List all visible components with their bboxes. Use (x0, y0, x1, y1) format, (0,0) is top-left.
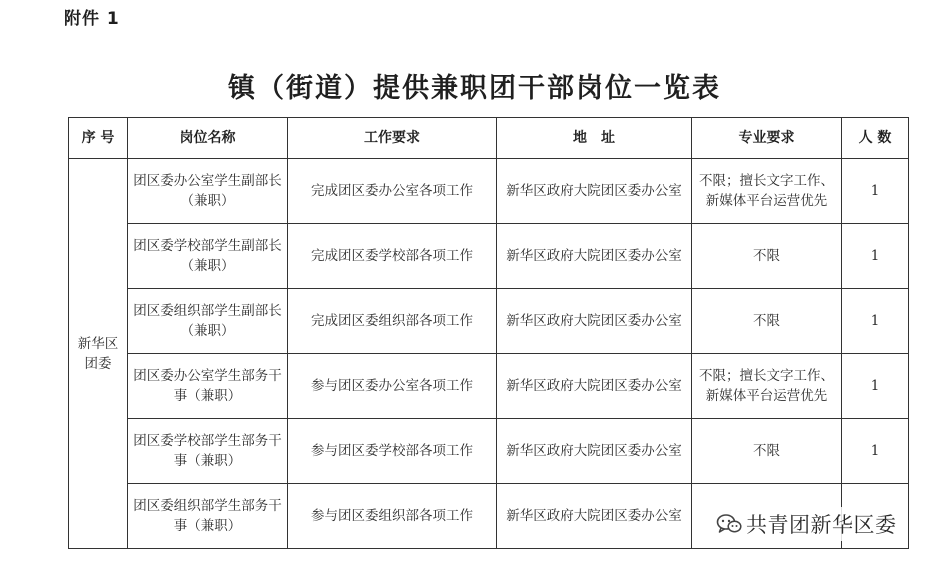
duty-cell: 参与团区委学校部各项工作 (288, 419, 497, 484)
major-cell: 不限 (692, 419, 842, 484)
major-cell: 不限 (692, 289, 842, 354)
document-title: 镇（街道）提供兼职团干部岗位一览表 (228, 73, 721, 104)
table-header-row (69, 118, 909, 159)
duty-cell: 完成团区委办公室各项工作 (288, 159, 497, 224)
count-cell: 1 (842, 224, 909, 289)
account-watermark (712, 507, 903, 541)
count-cell: 1 (842, 354, 909, 419)
address-cell: 新华区政府大院团区委办公室 (497, 159, 692, 224)
major-cell: 不限 (692, 224, 842, 289)
post-cell: 团区委组织部学生部务干事（兼职） (128, 484, 288, 549)
header-index: 序 号 (69, 118, 128, 159)
post-cell: 团区委学校部学生部务干事（兼职） (128, 419, 288, 484)
header-address: 地 址 (497, 118, 692, 159)
unit-name: 新华区团委 (77, 335, 119, 372)
address-cell: 新华区政府大院团区委办公室 (497, 484, 692, 549)
post-cell: 团区委学校部学生副部长（兼职） (128, 224, 288, 289)
duty-cell: 完成团区委组织部各项工作 (288, 289, 497, 354)
wechat-icon (716, 513, 742, 535)
watermark-text: 共青团新华区委 (746, 513, 897, 537)
header-post-name: 岗位名称 (128, 118, 288, 159)
address-cell: 新华区政府大院团区委办公室 (497, 224, 692, 289)
attachment-label: 附件 1 (64, 9, 120, 29)
post-cell: 团区委办公室学生副部长（兼职） (128, 159, 288, 224)
table-row (69, 224, 909, 289)
header-major: 专业要求 (692, 118, 842, 159)
positions-table (68, 117, 909, 549)
unit-cell (69, 159, 128, 549)
duty-cell: 参与团区委组织部各项工作 (288, 484, 497, 549)
duty-cell: 完成团区委学校部各项工作 (288, 224, 497, 289)
address-cell: 新华区政府大院团区委办公室 (497, 289, 692, 354)
table-row (69, 419, 909, 484)
count-cell: 1 (842, 419, 909, 484)
address-cell: 新华区政府大院团区委办公室 (497, 419, 692, 484)
post-cell: 团区委组织部学生副部长（兼职） (128, 289, 288, 354)
header-duty: 工作要求 (288, 118, 497, 159)
count-cell: 1 (842, 159, 909, 224)
header-count: 人 数 (842, 118, 909, 159)
duty-cell: 参与团区委办公室各项工作 (288, 354, 497, 419)
major-cell: 不限；擅长文字工作、新媒体平台运营优先 (692, 354, 842, 419)
post-cell: 团区委办公室学生部务干事（兼职） (128, 354, 288, 419)
table-row (69, 159, 909, 224)
address-cell: 新华区政府大院团区委办公室 (497, 354, 692, 419)
table-row (69, 354, 909, 419)
count-cell: 1 (842, 289, 909, 354)
table-row (69, 289, 909, 354)
major-cell: 不限；擅长文字工作、新媒体平台运营优先 (692, 159, 842, 224)
